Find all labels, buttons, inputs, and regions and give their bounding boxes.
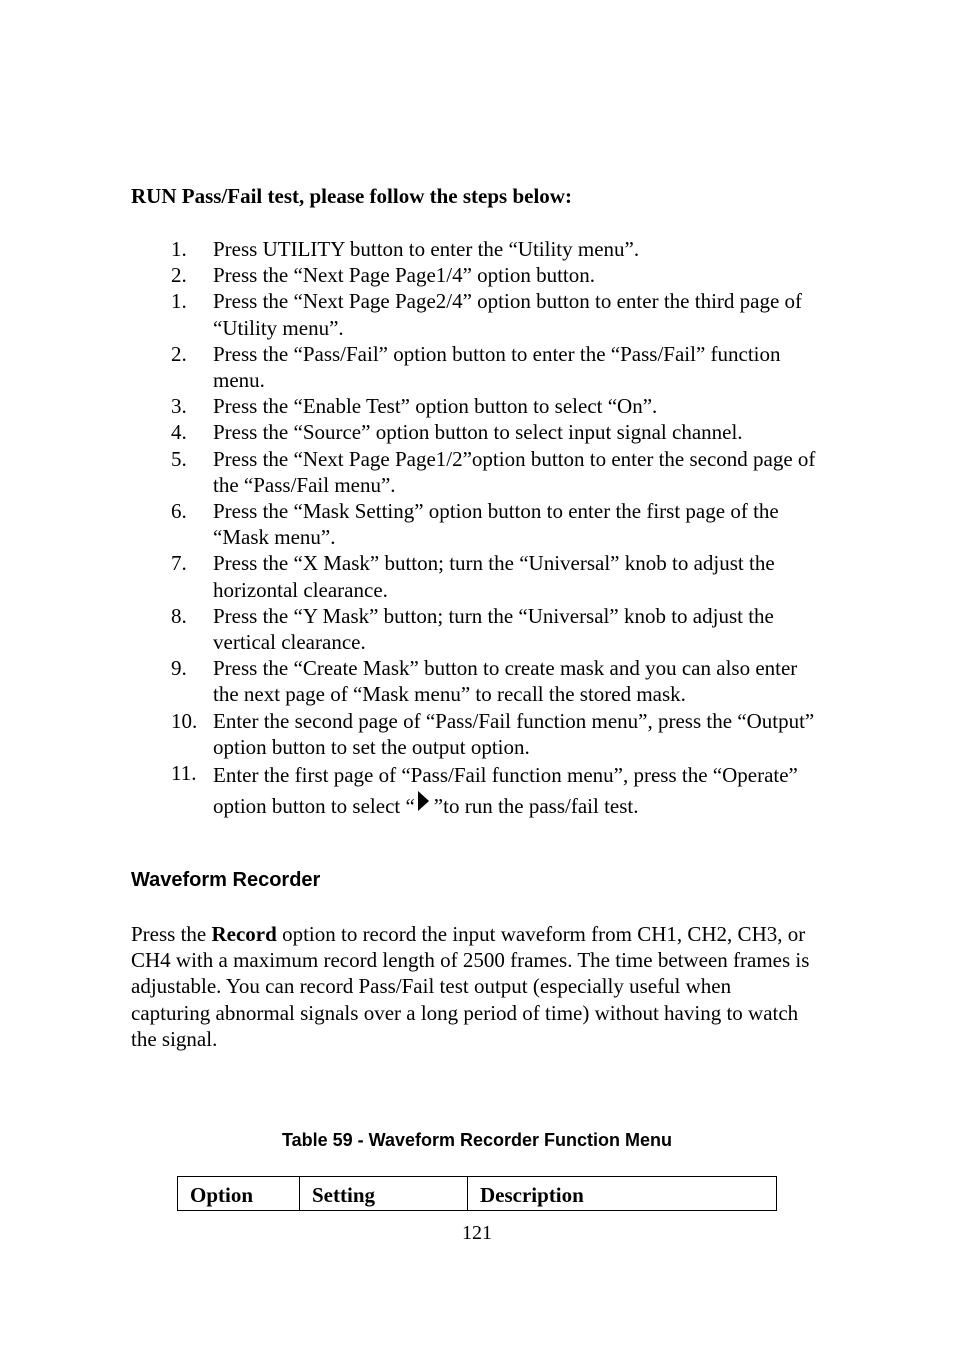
table-header-row [178,1177,777,1211]
step-text: Press the “Y Mask” button; turn the “Universal” knob to adjust the vertical clearance. [213,603,774,655]
step-number: 1. [171,289,187,314]
step-number: 7. [171,551,187,576]
step-number: 6. [171,499,187,524]
table-header-cell: Description [468,1177,777,1211]
list-item [0,446,954,498]
paragraph-bold-term: Record [211,922,277,946]
list-item [0,262,954,288]
list-item [0,498,954,550]
list-item [0,419,954,445]
step-text: Press the “Next Page Page1/4” option button. [213,263,596,288]
step-text: Press the “Pass/Fail” option button to enter the “Pass/Fail” function menu. [213,341,781,393]
steps-intro-heading: RUN Pass/Fail test, please follow the steps below: [131,184,572,208]
pass-fail-steps-list [0,236,954,822]
step-number: 1. [171,237,187,261]
step-number: 11. [171,761,197,786]
list-item [0,341,954,393]
step-text: Press the “X Mask” button; turn the “Universal” knob to adjust the horizontal clearance. [213,551,775,602]
step-number: 8. [171,603,187,628]
step-number: 4. [171,420,187,445]
list-item [0,760,954,822]
table-header-cell: Setting [300,1177,468,1211]
step-text: Press UTILITY button to enter the “Utility menu”. [213,237,640,261]
list-item [0,708,954,760]
waveform-recorder-paragraph [131,921,811,1052]
step-text: Press the “Enable Test” option button to select “On”. [213,394,658,419]
step-text: Press the “Next Page Page1/2”option button to enter the second page of the “Pass/Fail menu”. [213,446,816,497]
table-header-cell: Option [178,1177,300,1211]
paragraph-text-before: Press the [131,922,212,946]
list-item [0,236,954,262]
page-number: 121 [462,1222,492,1244]
list-item [0,288,954,340]
step-number: 5. [171,446,187,471]
step-text: Press the “Next Page Page2/4” option button to enter the third page of “Utility menu”. [213,289,803,340]
step-text: Press the “Create Mask” button to create mask and you can also enter the next page of “Mask menu” to recall the stored mask. [213,656,798,707]
step-text-after: ”to run the pass/fail test. [433,794,639,819]
list-item [0,393,954,419]
step-number: 10. [171,708,198,733]
step-text-before: Enter the first page of “Pass/Fail function menu”, press the “Operate” option button to select “ [213,763,798,819]
paragraph-text-after: option to record the input waveform from CH1, CH2, CH3, or CH4 with a maximum record length of 2500 frames. The time between frames is adjustable. You can record Pass/Fail test output (especially useful when capturing abnormal signals over a long period of time) without having to watch the signal. [131,922,810,1051]
step-text: Press the “Source” option button to select input signal channel. [213,420,743,445]
play-icon [418,791,429,811]
section-heading: Waveform Recorder [131,869,321,891]
step-number: 2. [171,263,187,288]
step-text: Enter the second page of “Pass/Fail function menu”, press the “Output” option button to set the output option. [213,708,815,759]
table-caption: Table 59 - Waveform Recorder Function Menu [281,1130,673,1150]
list-item [0,550,954,602]
list-item [0,655,954,707]
step-number: 2. [171,341,187,366]
step-text: Press the “Mask Setting” option button to enter the first page of the “Mask menu”. [213,499,779,550]
step-text [213,760,825,822]
function-menu-table [177,1176,777,1211]
step-number: 9. [171,656,187,681]
step-number: 3. [171,394,187,419]
list-item [0,603,954,655]
